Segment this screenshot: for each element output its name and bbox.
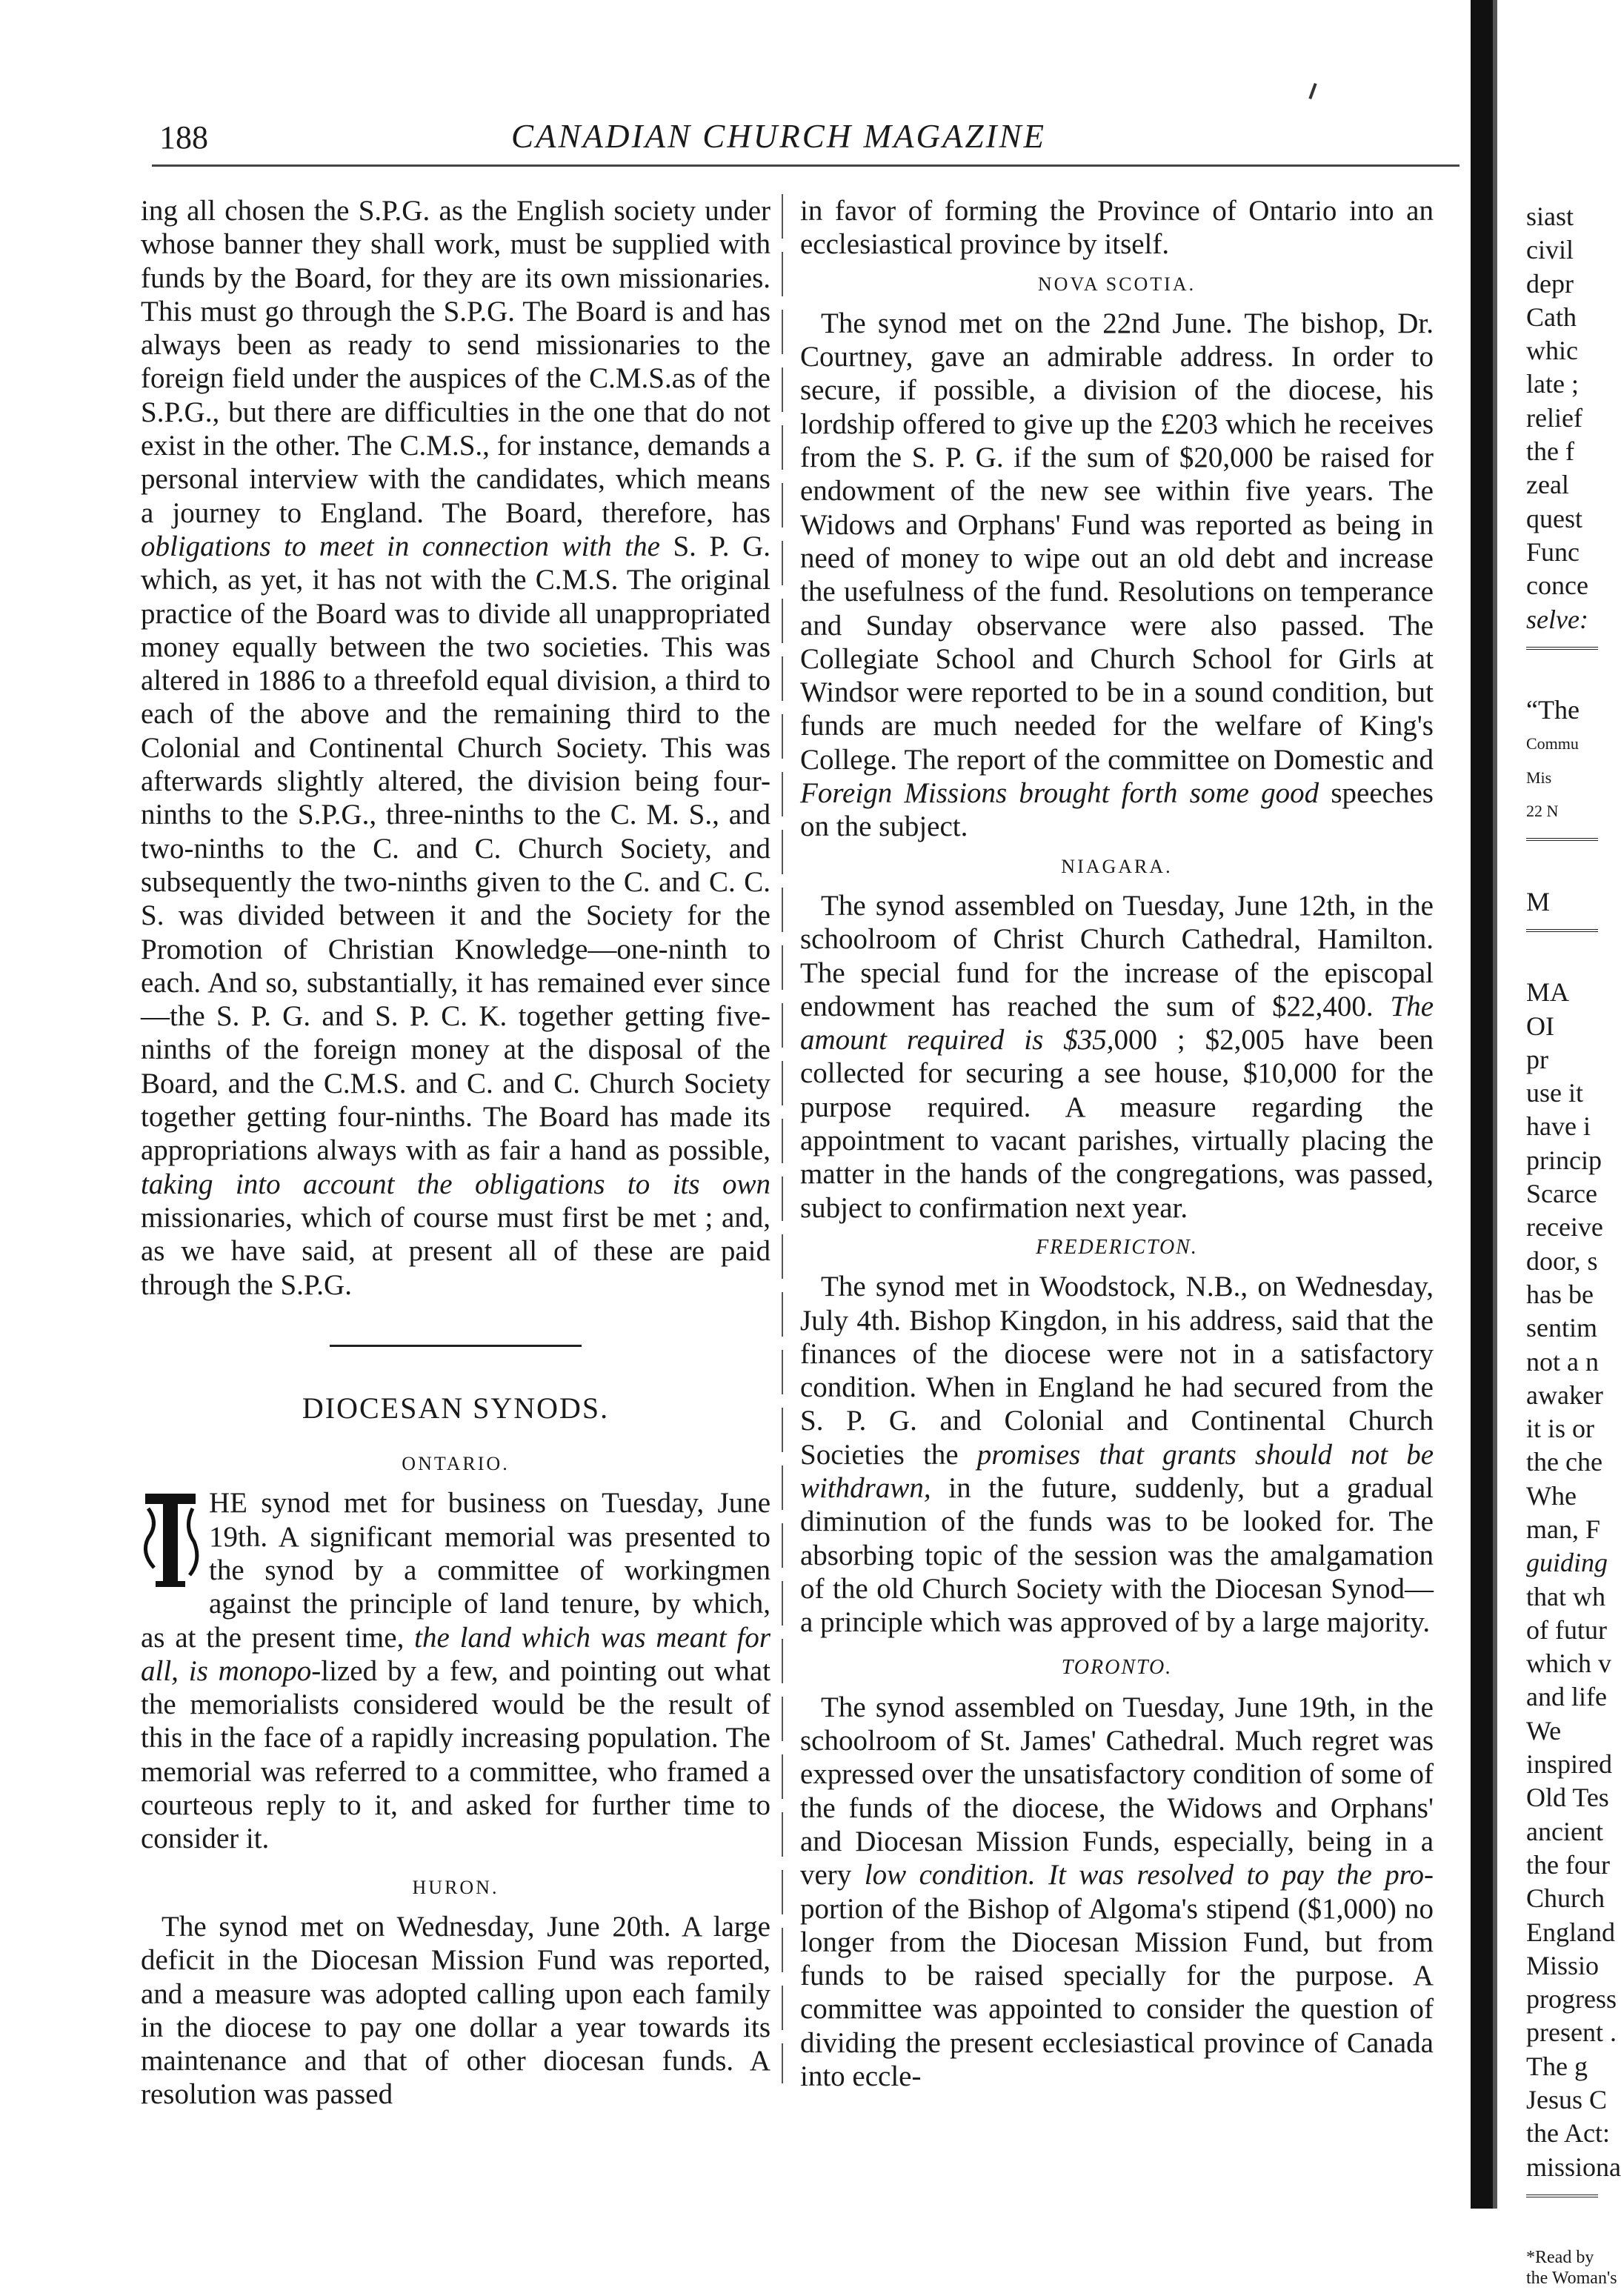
text-run: 000 ; $2,005 have been collected for securing a see house, $10,000 for the purpose required. A measure regarding the appointment to vacant parishes, virtually placing the matter in the hands of the congregations, was passed, subject to confirmation next year. [800,1024,1434,1224]
fragment-line: and life [1526,1682,1607,1712]
intro-paragraph [141,194,770,1302]
text-run: The synod assembled on Tuesday, June 12th, in the schoolroom of Christ Church Cathedral, Hamilton. The special fund for the increase of the episcopal endowment has reached the sum of $22,400. [800,889,1434,1022]
fragment-line: siast [1526,202,1574,231]
fragment-line: guiding [1526,1548,1608,1578]
niagara-heading: NIAGARA. [1061,855,1173,877]
fragment-line: that wh [1526,1581,1605,1611]
drop-cap-t-icon [141,1486,200,1597]
fragment-line: it is or [1526,1414,1595,1444]
fragment-line: The g [1526,2051,1588,2081]
footnote-line: the Woman's [1526,2269,1617,2289]
fragment-line: not a n [1526,1346,1599,1377]
fragment-line: man, F [1526,1514,1601,1544]
footnote-line: *Read by [1526,2248,1594,2268]
text-run-italic: The amount required is $35, [800,990,1434,1057]
fragment-line: ancient [1526,1816,1603,1846]
text-run-italic: obligations to meet in connection with the [141,530,660,562]
next-page-fragment [1526,200,1621,2289]
fragment-line: Func [1526,536,1580,567]
page-title: CANADIAN CHURCH MAGAZINE [511,118,1046,155]
fragment-line: the che [1526,1447,1602,1477]
fredericton-heading: FREDERICTON. [1036,1235,1198,1259]
fragment-line: door, s [1526,1245,1598,1276]
fragment-line: MA [1526,977,1570,1008]
fragment-line: receive [1526,1212,1603,1242]
fragment-line: Church [1526,1883,1605,1914]
text-run: missionaries, which of course must first be met ; and, as we have said, at present all of these are paid through the S.P.G. [141,1201,770,1301]
column-right [800,194,1434,2093]
text-run-italic: the land which was meant for all, is monopo- [141,1621,770,1687]
fragment-line: Whe [1526,1480,1577,1511]
toronto-paragraph [800,1691,1434,2094]
fragment-line: Commu [1526,734,1579,753]
fragment-line: has be [1526,1279,1594,1309]
fragment-line: zeal [1526,470,1569,500]
text-run: lized by a few, and pointing out what the memorialists considered would be the result of this in the face of a rapidly increasing population. The memorial was referred to a committee, who framed a courteous reply to it, and asked for further time to consider it. [141,1654,770,1855]
fragment-line: 22 N [1526,802,1559,821]
text-run: The synod assembled on Tuesday, June 19th, in the schoolroom of St. James' Cathedral. Much regret was expressed over the unsatisfactory condition of some of the funds of the diocese, the Widows and Orphans' and Diocesan Mission Funds, especially, being in a very [800,1691,1434,1891]
huron-heading: HURON. [412,1876,499,1898]
fragment-line: England [1526,1917,1615,1947]
fragment-line: the Act: [1526,2118,1610,2149]
fragment-line: pr [1526,1044,1548,1074]
column-divider [782,194,783,2083]
text-run-italic: promises that grants should not be withdrawn, [800,1438,1434,1504]
intro-paragraph: in favor of forming the Province of Ontario into an ecclesiastical province by itself. [800,195,1434,261]
fragment-line: M [1526,886,1551,916]
text-run: in the future, suddenly, but a gradual diminution of the funds was to be looked for. The absorbing topic of the session was the amalgamation of the old Church Society with the Diocesan Synod—a principle which was approved of by a large majority. [800,1471,1434,1639]
fragment-line: conce [1526,570,1588,601]
fragment-line: quest [1526,503,1582,533]
fragment-line: Scarce [1526,1179,1597,1209]
page-gutter-edge [1493,0,1497,2209]
fragment-line: have i [1526,1111,1591,1142]
ontario-heading: ONTARIO. [402,1453,510,1475]
fragment-line: Old Tes [1526,1783,1609,1813]
text-run-italic: taking into account the obligations to its own [141,1168,770,1200]
fragment-line: which v [1526,1648,1611,1679]
fragment-line: of futur [1526,1614,1607,1645]
fragment-line: Missio [1526,1950,1600,1980]
fragment-line: use it [1526,1078,1583,1108]
fragment-rule [1526,838,1598,874]
fragment-line: inspired [1526,1749,1612,1780]
column-left [141,194,770,2112]
fragment-line: sentim [1526,1313,1597,1343]
fredericton-paragraph [800,1270,1434,1639]
fragment-line: progress [1526,1984,1617,2014]
fragment-line: princip [1526,1145,1602,1175]
text-run: The synod met in Woodstock, N.B., on Wednesday, July 4th. Bishop Kingdon, in his address, said that the finances of the diocese were not in a satisfactory condition. When in England he had secured from the S. P. G. and Colonial and Continental Church Societies the [800,1271,1434,1471]
text-run: ing all chosen the S.P.G. as the English society under whose banner they shall work, must be supplied with funds by the Board, for they are its own missionaries. This must go through the S.P.G. The Board is and has always been as ready to send missionaries to the foreign field under the auspices of the C.M.S.as of the S.P.G., but there are difficulties in the one that do not exist in the other. The C.M.S., for instance, demands a personal interview with the candidates, which means a journey to England. The Board, therefore, has [141,195,770,529]
text-run: portion of the Bishop of Algoma's stipend ($1,000) no longer from the Diocesan Mission Fund, but from funds to be raised specially for the purpose. A committee was appointed to consider the question of dividing the present ecclesiastical province of Canada into eccle- [800,1892,1434,2093]
page-gutter [1471,0,1493,2209]
section-heading: DIOCESAN SYNODS. [302,1391,610,1425]
nova-scotia-paragraph [800,307,1434,844]
text-run-italic: low condition. It was resolved to pay the pro- [864,1859,1434,1891]
fragment-line: depr [1526,268,1574,299]
huron-paragraph: The synod met on Wednesday, June 20th. A large deficit in the Diocesan Mission Fund was reported, and a measure was adopted calling upon each family in the diocese to pay one dollar a year towards its maintenance and that of other diocesan funds. A resolution was passed [141,1910,770,2111]
section-divider [330,1345,582,1347]
margin-mark [1308,83,1317,99]
text-run: HE synod met for business on Tuesday, June 19th. A significant memorial was presented to the synod by a committee of workingmen against the principle of land tenure, by which, as at the present time, [141,1487,770,1654]
nova-scotia-heading: NOVA SCOTIA. [1037,273,1196,295]
toronto-heading: TORONTO. [1061,1656,1173,1680]
fragment-line: civil [1526,235,1574,265]
fragment-line: relief [1526,402,1582,433]
text-run: The synod met on the 22nd June. The bishop, Dr. Courtney, gave an admirable address. In order to secure, if possible, a division of the diocese, his lordship offered to give up the £203 which he receives from the S. P. G. if the sum of $20,000 be raised for endowment of the new see within five years. The Widows and Orphans' Fund was reported as being in need of money to wipe out an old debt and increase the usefulness of the fund. Resolutions on temperance and Sunday observance were also passed. The Collegiate School and Church School for Girls at Windsor were reported to be in a sound condition, but funds are much needed for the welfare of King's College. The report of the committee on Domestic and [800,307,1434,776]
fragment-line: selve: [1526,604,1588,634]
fragment-line: awaker [1526,1380,1603,1410]
fragment-line: late ; [1526,369,1579,399]
fragment-rule [1526,929,1598,965]
text-run: speeches on the subject. [800,777,1434,843]
header-rule [152,164,1459,167]
fragment-line: OI [1526,1011,1554,1041]
fragment-line: present . [1526,2017,1617,2048]
fragment-rule [1526,647,1598,683]
ontario-paragraph [141,1486,770,1855]
text-run: S. P. G. which, as yet, it has not with the C.M.S. The original practice of the Board was to divide all unappropriated money equally between the two societies. This was altered in 1886 to a threefold equal division, a third to each of the above and the remaining third to the Colonial and Continental Church Society. This was afterwards slightly altered, the division being four-ninths to the S.P.G., three-ninths to the C. M. S., and two-ninths to the C. and C. Church Society, and subsequently the two-ninths given to the C. and C. C. S. was divided between it and the Society for the Promotion of Christian Knowledge—one-ninth to each. And so, substantially, it has remained ever since—the S. P. G. and S. P. C. K. together getting five-ninths of the foreign money at the disposal of the Board, and the C.M.S. and C. and C. Church Society together getting four-ninths. The Board has made its appropriations always with as fair a hand as possible, [141,530,770,1167]
fragment-line: Mis [1526,768,1552,787]
fragment-line: the f [1526,436,1574,467]
niagara-paragraph [800,889,1434,1225]
fragment-rule [1526,2194,1598,2231]
fragment-line: Cath [1526,302,1577,332]
fragment-line: “The [1526,695,1580,725]
fragment-line: missiona [1526,2152,1621,2182]
fragment-line: the four [1526,1849,1610,1880]
page-number: 188 [159,119,208,156]
text-run-italic: Foreign Missions brought forth some good [800,777,1319,810]
fragment-line: Jesus C [1526,2085,1608,2115]
fragment-line: We [1526,1715,1562,1746]
fragment-line: whic [1526,336,1578,366]
